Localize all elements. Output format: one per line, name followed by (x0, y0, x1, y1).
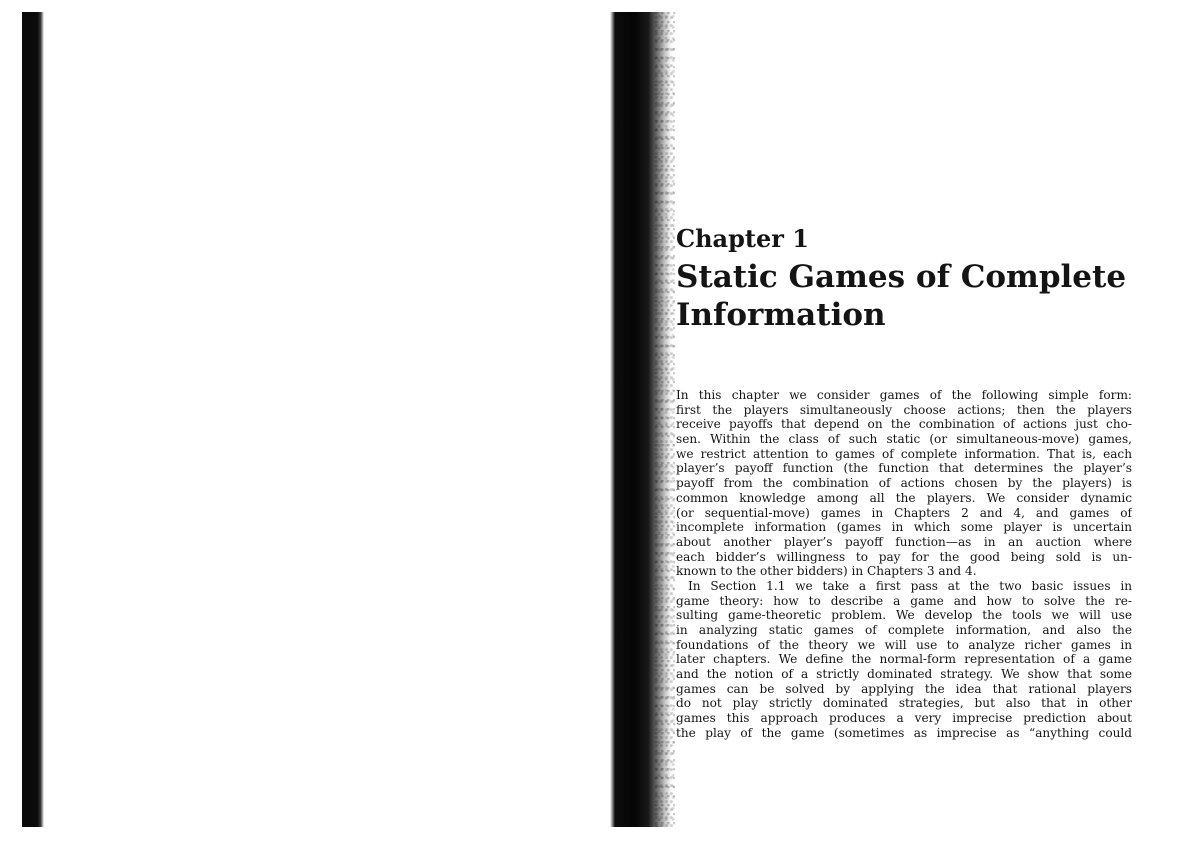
body-line: sen. Within the class of such static (or simultaneous-move) games, (676, 432, 1132, 447)
body-line: (or sequential-move) games in Chapters 2 and 4, and games of (676, 505, 1132, 520)
chapter-label: Chapter 1 (676, 224, 809, 253)
body-line: player’s payoff function (the function that determines the player’s (676, 461, 1132, 476)
body-line: known to the other bidders) in Chapters 3 and 4. (676, 564, 977, 579)
body-line: do not play strictly dominated strategies, but also that in other (676, 696, 1132, 711)
body-line: foundations of the theory we will use to analyze richer games in (676, 637, 1132, 652)
body-line: receive payoffs that depend on the combination of actions just cho- (676, 417, 1132, 432)
body-line: In this chapter we consider games of the following simple form: (676, 388, 1132, 402)
body-line: about another player’s payoff function—as in an auction where (676, 534, 1132, 549)
body-line: sulting game-theoretic problem. We develop the tools we will use (676, 608, 1132, 623)
body-line: the play of the game (sometimes as imprecise as “anything could (676, 725, 1132, 740)
body-line: and the notion of a strictly dominated strategy. We show that some (676, 667, 1132, 682)
body-line: games this approach produces a very imprecise prediction about (676, 711, 1132, 726)
chapter-title (676, 258, 1132, 334)
chapter-title-line: Static Games of Complete (676, 259, 1127, 295)
body-line: games can be solved by applying the idea that rational players (676, 681, 1132, 696)
body-line: each bidder’s willingness to pay for the good being sold is un- (676, 549, 1132, 564)
chapter-title-line: Information (676, 297, 886, 333)
body-line: game theory: how to describe a game and how to solve the re- (676, 593, 1132, 608)
body-line: payoff from the combination of actions chosen by the players) is (676, 476, 1132, 491)
body-line: later chapters. We define the normal-form representation of a game (676, 652, 1132, 667)
right-page (676, 0, 1132, 849)
body-line: in analyzing static games of complete information, and also the (676, 623, 1132, 637)
body-line: common knowledge among all the players. We consider dynamic (676, 490, 1132, 505)
body-text (676, 388, 1132, 741)
body-line: first the players simultaneously choose actions; then the players (676, 402, 1132, 417)
body-line: incomplete information (games in which some player is uncertain (676, 520, 1132, 535)
left-page-edge-shadow (22, 12, 44, 827)
body-line: In Section 1.1 we take a first pass at the two basic issues in (688, 578, 1132, 593)
gutter-scan-noise (655, 12, 675, 827)
body-line: we restrict attention to games of complete information. That is, each (676, 446, 1132, 461)
